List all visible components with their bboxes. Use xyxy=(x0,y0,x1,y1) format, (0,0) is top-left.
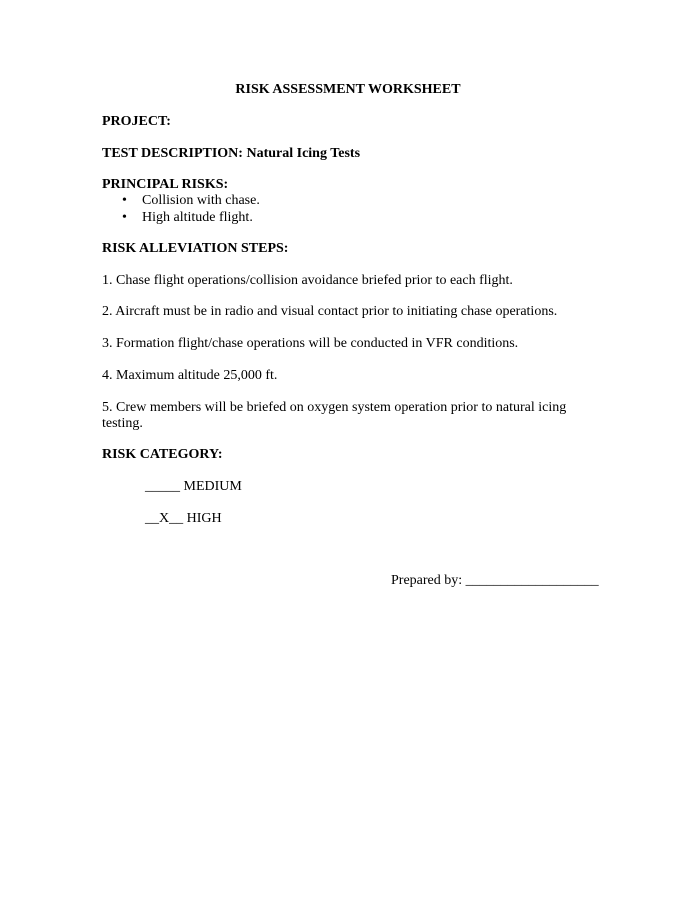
risk-text: High altitude flight. xyxy=(142,210,253,225)
category-label: MEDIUM xyxy=(183,479,242,494)
alleviation-steps-label: RISK ALLEVIATION STEPS: xyxy=(102,241,289,256)
prepared-by-label: Prepared by: xyxy=(391,573,463,588)
test-description-value: Natural Icing Tests xyxy=(246,146,361,161)
prepared-by-signature-line: ___________________ xyxy=(465,573,599,588)
step-4: 4. Maximum altitude 25,000 ft. xyxy=(102,368,278,383)
prepared-by xyxy=(391,573,599,589)
risk-text: Collision with chase. xyxy=(142,193,260,208)
principal-risks-list xyxy=(102,192,260,226)
category-medium xyxy=(145,479,242,495)
bullet-icon: • xyxy=(122,193,127,208)
step-1: 1. Chase flight operations/collision avoidance briefed prior to each flight. xyxy=(102,273,513,288)
step-3: 3. Formation flight/chase operations will be conducted in VFR conditions. xyxy=(102,336,519,351)
list-item xyxy=(102,209,260,226)
risk-category-label: RISK CATEGORY: xyxy=(102,447,223,462)
test-description-label: TEST DESCRIPTION: xyxy=(102,146,243,161)
test-description xyxy=(102,146,360,162)
step-5: 5. Crew members will be briefed on oxygen system operation prior to natural icing testing. xyxy=(102,400,567,431)
step-2: 2. Aircraft must be in radio and visual contact prior to initiating chase operations. xyxy=(102,304,558,319)
category-high xyxy=(145,511,222,527)
category-mark: __X__ xyxy=(145,511,184,526)
bullet-icon: • xyxy=(122,210,127,225)
category-label: HIGH xyxy=(186,511,222,526)
list-item xyxy=(102,192,260,209)
category-mark: _____ xyxy=(145,479,180,494)
principal-risks-label: PRINCIPAL RISKS: xyxy=(102,177,229,192)
document-title: RISK ASSESSMENT WORKSHEET xyxy=(235,82,461,97)
project-label: PROJECT: xyxy=(102,114,171,129)
